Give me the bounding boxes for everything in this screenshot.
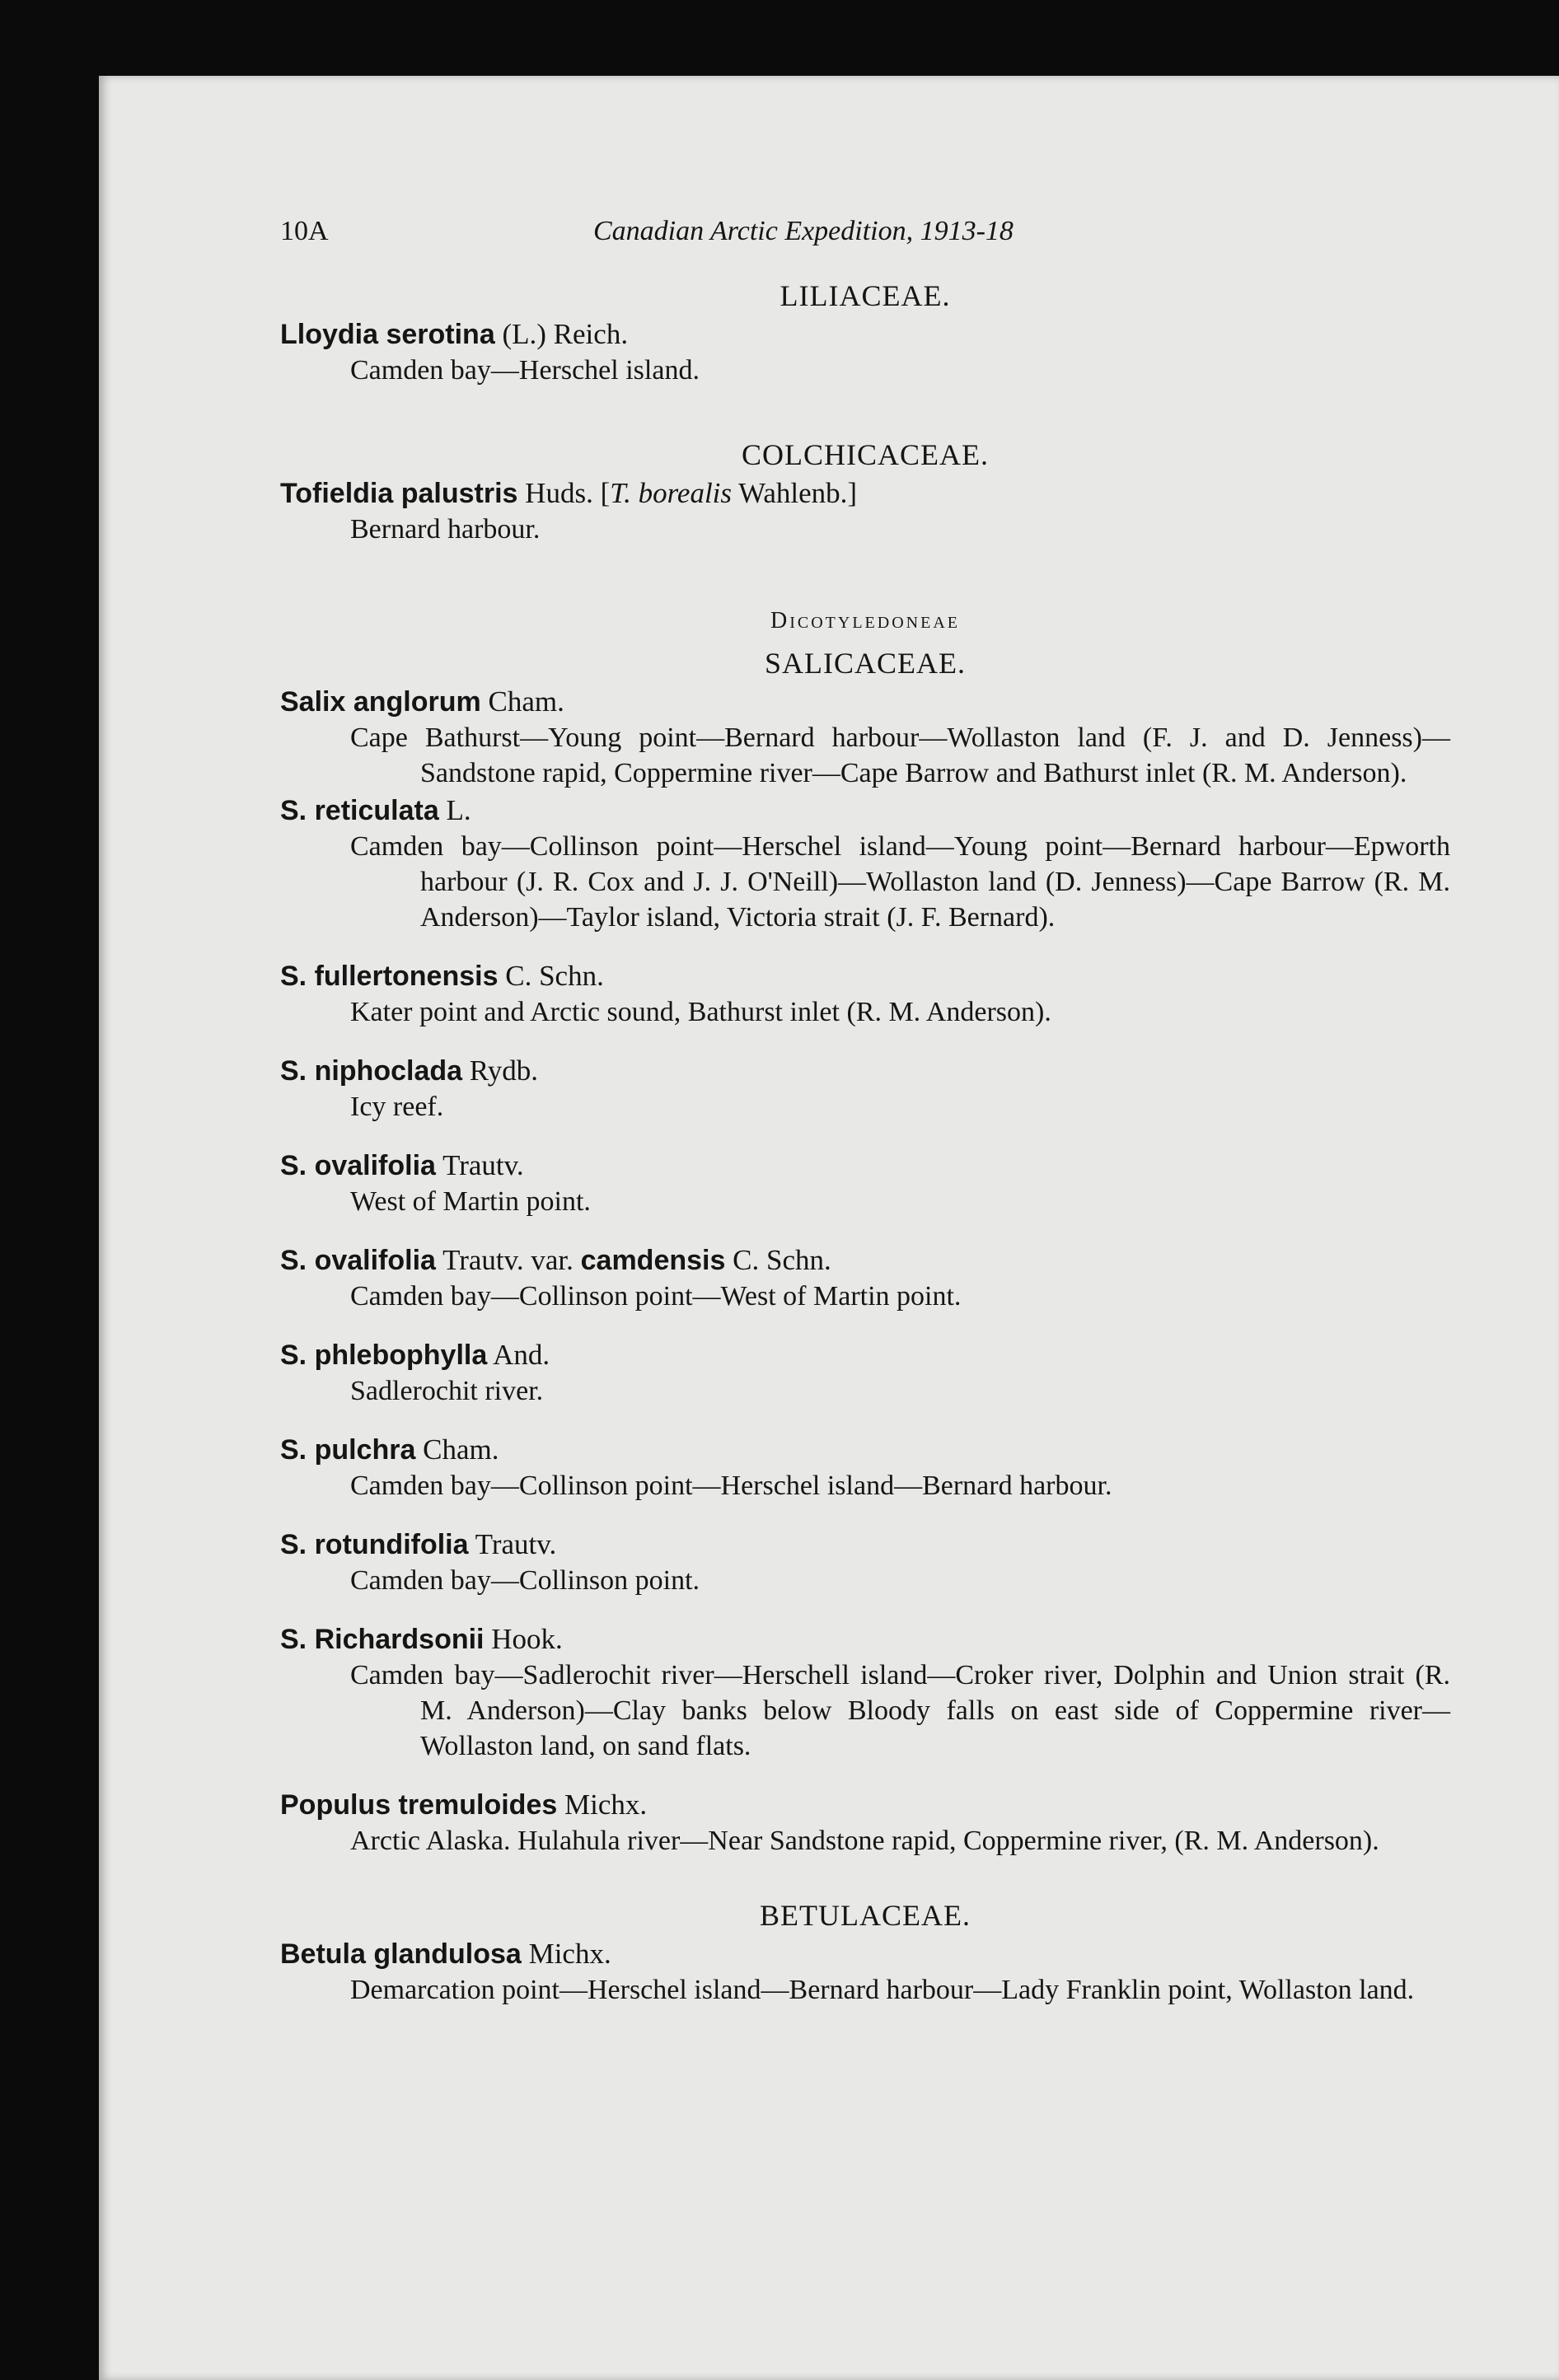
species-author: Trautv. var. <box>435 1244 581 1276</box>
species-author: Trautv. <box>435 1149 524 1181</box>
species-entry-pulchra <box>280 1432 1450 1503</box>
species-name: S. ovalifolia <box>280 1150 436 1181</box>
species-entry-fullertonensis <box>280 958 1450 1030</box>
synonym-author: Wahlenb.] <box>732 477 858 509</box>
species-name: Populus tremuloides <box>280 1789 558 1821</box>
species-entry-phlebophylla <box>280 1337 1450 1409</box>
species-name: Betula glandulosa <box>280 1938 522 1970</box>
species-name: S. pulchra <box>280 1434 416 1466</box>
page-content <box>280 216 1450 2008</box>
class-heading: Dicotyledoneae <box>770 608 960 634</box>
species-entry-reticulata <box>280 793 1450 935</box>
species-locality: Kater point and Arctic sound, Bathurst inlet (R. M. Anderson). <box>350 997 1051 1027</box>
species-author: C. Schn. <box>498 960 604 992</box>
species-locality: Bernard harbour. <box>350 514 541 545</box>
species-author: Hook. <box>484 1623 563 1655</box>
species-name: S. niphoclada <box>280 1055 463 1087</box>
species-locality: Arctic Alaska. Hulahula river—Near Sandstone rapid, Coppermine river, (R. M. Anderson). <box>350 1826 1379 1856</box>
species-locality: Camden bay—Collinson point. <box>350 1565 700 1596</box>
species-author: (L.) Reich. <box>494 318 629 350</box>
species-locality: Camden bay—Sadlerochit river—Herschell island—Croker river, Dolphin and Union strait (R. M. Anderson)—Clay banks below Bloody falls on east side of Coppermine river—Wollaston land, on sand flats. <box>350 1660 1450 1761</box>
species-name: S. reticulata <box>280 795 439 826</box>
species-name: Lloydia serotina <box>280 319 495 350</box>
species-author: Trautv. <box>468 1528 557 1560</box>
species-author: L. <box>438 794 471 826</box>
species-locality: Icy reef. <box>350 1092 444 1122</box>
running-title: Canadian Arctic Expedition, 1913-18 <box>593 216 1014 246</box>
species-author: Michx. <box>557 1789 648 1821</box>
species-locality: West of Martin point. <box>350 1186 591 1217</box>
variety-author: C. Schn. <box>725 1244 831 1276</box>
species-locality: Camden bay—Collinson point—Herschel island—Bernard harbour. <box>350 1471 1112 1501</box>
species-name: S. Richardsonii <box>280 1624 485 1655</box>
species-name: S. phlebophylla <box>280 1340 488 1371</box>
species-entry-ovalifolia-camdensis <box>280 1242 1450 1314</box>
species-entry-niphoclada <box>280 1053 1450 1125</box>
species-name: Salix anglorum <box>280 686 481 718</box>
species-entry-ovalifolia <box>280 1148 1450 1219</box>
species-name: Tofieldia palustris <box>280 478 518 509</box>
species-locality: Sadlerochit river. <box>350 1376 544 1406</box>
species-entry-tofieldia <box>280 475 1450 547</box>
synonym-name: T. borealis <box>610 477 733 509</box>
species-name: S. rotundifolia <box>280 1529 469 1560</box>
species-locality: Demarcation point—Herschel island—Bernard harbour—Lady Franklin point, Wollaston land. <box>350 1975 1415 2005</box>
species-locality: Cape Bathurst—Young point—Bernard harbour—Wollaston land (F. J. and D. Jenness)—Sandstone rapid, Coppermine river—Cape Barrow and Bathurst inlet (R. M. Anderson). <box>350 722 1450 788</box>
species-author: Cham. <box>415 1433 499 1466</box>
page-number: 10A <box>280 216 329 246</box>
running-header <box>280 216 1450 265</box>
species-locality: Camden bay—Herschel island. <box>350 355 700 386</box>
species-entry-lloydia <box>280 316 1450 388</box>
species-author: And. <box>487 1339 550 1371</box>
species-locality: Camden bay—Collinson point—Herschel island—Young point—Bernard harbour—Epworth harbour (J. R. Cox and J. J. O'Neill)—Wollaston land (D. Jenness)—Cape Barrow (R. M. Anderson)—Taylor island, Victoria strait (J. F. Bernard). <box>350 831 1450 933</box>
species-locality: Camden bay—Collinson point—West of Martin point. <box>350 1281 962 1312</box>
variety-name: camdensis <box>580 1245 726 1276</box>
species-entry-populus <box>280 1787 1450 1859</box>
document-page <box>99 76 1559 2380</box>
species-entry-richardsonii <box>280 1621 1450 1764</box>
family-heading-colchicaceae: COLCHICACEAE. <box>742 438 989 471</box>
family-heading-liliaceae: LILIACEAE. <box>780 279 951 312</box>
species-author: Rydb. <box>462 1054 538 1087</box>
species-author: Huds. [ <box>517 477 611 509</box>
species-author: Cham. <box>480 685 564 718</box>
family-heading-betulaceae: BETULACEAE. <box>760 1899 971 1932</box>
family-heading-salicaceae: SALICACEAE. <box>765 647 966 680</box>
species-name: S. fullertonensis <box>280 961 499 992</box>
species-entry-salix-anglorum <box>280 684 1450 791</box>
species-entry-rotundifolia <box>280 1527 1450 1598</box>
species-name: S. ovalifolia <box>280 1245 436 1276</box>
species-entry-betula <box>280 1936 1450 2008</box>
species-author: Michx. <box>521 1938 611 1970</box>
